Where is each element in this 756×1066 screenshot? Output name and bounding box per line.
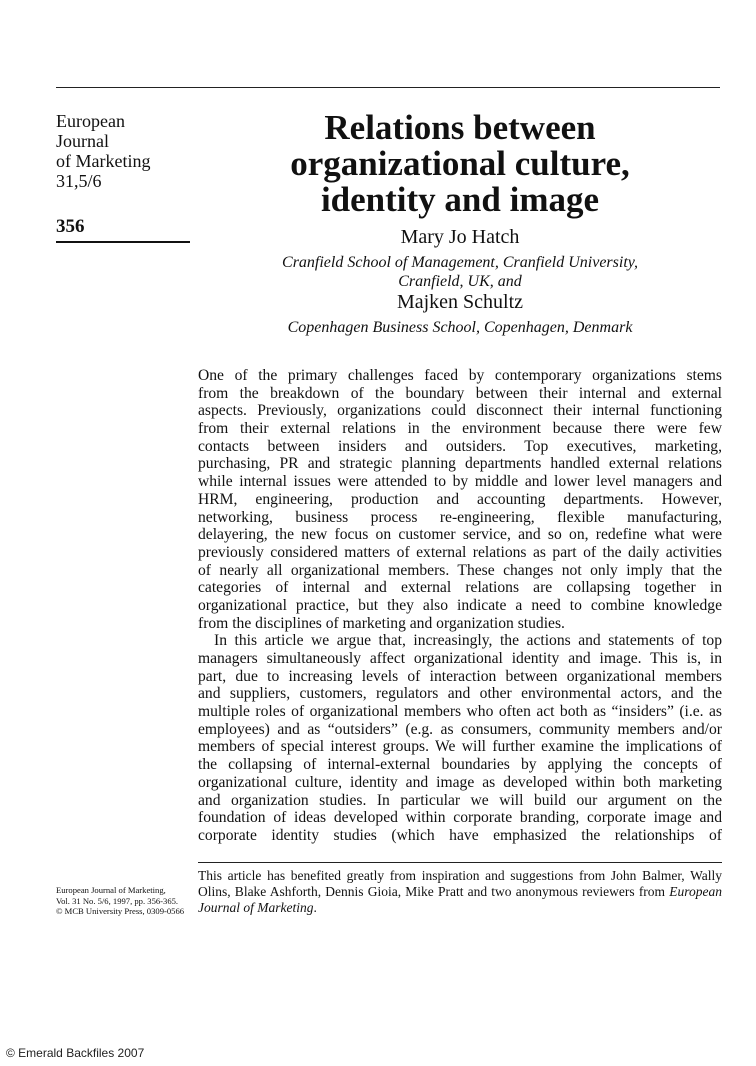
top-rule bbox=[56, 87, 720, 88]
copyright-notice: © Emerald Backfiles 2007 bbox=[6, 1046, 145, 1060]
title-line: organizational culture, bbox=[290, 144, 630, 183]
journal-line: of Marketing bbox=[56, 151, 151, 171]
footnote-text: . bbox=[313, 900, 317, 915]
author-name: Mary Jo Hatch bbox=[400, 226, 520, 248]
article-title bbox=[200, 110, 720, 218]
body-line: corporate identity studies (which have emphasized the relationships of bbox=[198, 826, 722, 844]
body-line: aspects. Previously, organizations could disconnect their internal functioning bbox=[198, 402, 722, 420]
page-number: 356 bbox=[56, 216, 85, 237]
article-body bbox=[198, 367, 722, 845]
acknowledgement-footnote bbox=[198, 868, 722, 916]
author-affiliation bbox=[200, 253, 720, 291]
body-line: networking, business process re-engineering, flexible manufacturing, bbox=[198, 508, 722, 526]
citation-line: Vol. 31 No. 5/6, 1997, pp. 356-365. bbox=[56, 895, 179, 906]
body-line: and suppliers, customers, regulators and other environmental actors, and the bbox=[198, 685, 722, 703]
body-line: One of the primary challenges faced by contemporary organizations stems bbox=[198, 367, 722, 384]
citation-block bbox=[56, 885, 196, 917]
body-line: employees) and as “outsiders” (e.g. as consumers, community members and/or bbox=[198, 720, 722, 738]
footnote-rule bbox=[198, 862, 722, 863]
body-line: contacts between insiders and outsiders. Top executives, marketing, bbox=[198, 437, 722, 455]
body-line: delayering, the new focus on customer service, and so on, redefine what were bbox=[198, 526, 722, 544]
citation-line: European Journal of Marketing, bbox=[56, 885, 166, 895]
body-line: from the disciplines of marketing and organization studies. bbox=[198, 614, 565, 632]
footnote-journal: Journal of Marketing bbox=[198, 900, 314, 915]
affiliation-line: Copenhagen Business School, Copenhagen, Denmark bbox=[287, 319, 633, 336]
body-line: organizational culture, identity and image as developed within both marketing bbox=[198, 773, 722, 791]
body-line: the collapsing of internal-external boundaries by applying the concepts of bbox=[198, 756, 722, 774]
footnote-line: This article has benefited greatly from inspiration and suggestions from John Balmer, Wally bbox=[198, 868, 722, 883]
author-affiliation bbox=[200, 318, 720, 337]
body-line: of nearly all organizational members. These changes not only imply that the bbox=[198, 561, 722, 579]
title-line: identity and image bbox=[320, 180, 600, 219]
citation-line: © MCB University Press, 0309-0566 bbox=[56, 906, 185, 916]
body-line: from their external relations in the environment because there were few bbox=[198, 420, 722, 438]
affiliation-line: Cranfield School of Management, Cranfield University, bbox=[282, 254, 638, 271]
body-line: HRM, engineering, production and accounting departments. However, bbox=[198, 490, 722, 508]
body-line: and organization studies. In particular we will build our argument on the bbox=[198, 791, 722, 809]
footnote-journal: European bbox=[669, 884, 722, 899]
body-line: organizational practice, but they also indicate a need to combine knowledge bbox=[198, 596, 722, 614]
page-number-rule bbox=[56, 241, 190, 243]
footnote-text: Olins, Blake Ashforth, Dennis Gioia, Mike Pratt and two anonymous reviewers from bbox=[198, 884, 670, 899]
journal-volume: 31,5/6 bbox=[56, 171, 102, 191]
title-line: Relations between bbox=[324, 108, 596, 147]
footnote-line bbox=[198, 900, 722, 916]
body-line: from the breakdown of the boundary between their internal and external bbox=[198, 384, 722, 402]
affiliation-line: Cranfield, UK, and bbox=[398, 273, 522, 290]
author-name: Majken Schultz bbox=[396, 291, 524, 313]
body-line: In this article we argue that, increasingly, the actions and statements of top bbox=[214, 632, 722, 650]
journal-line: Journal bbox=[56, 131, 109, 151]
journal-info bbox=[56, 111, 196, 191]
body-line: categories of internal and external relations are collapsing together in bbox=[198, 579, 722, 597]
body-line: part, due to increasing levels of interaction between organizational members bbox=[198, 667, 722, 685]
body-line: while internal issues were attended to by middle and lower level managers and bbox=[198, 473, 722, 491]
body-line: previously considered matters of external relations as part of the daily activities bbox=[198, 543, 722, 561]
body-line: multiple roles of organizational members who often act both as “insiders” (i.e. as bbox=[198, 703, 722, 721]
body-line: members of special interest groups. We will further examine the implications of bbox=[198, 738, 722, 756]
footnote-line bbox=[198, 884, 722, 900]
journal-line: European bbox=[56, 111, 125, 131]
body-line: purchasing, PR and strategic planning departments handled external relations bbox=[198, 455, 722, 473]
body-line: managers simultaneously affect organizational identity and image. This is, in bbox=[198, 650, 722, 667]
body-line: foundation of ideas developed within corporate branding, corporate image and bbox=[198, 809, 722, 827]
